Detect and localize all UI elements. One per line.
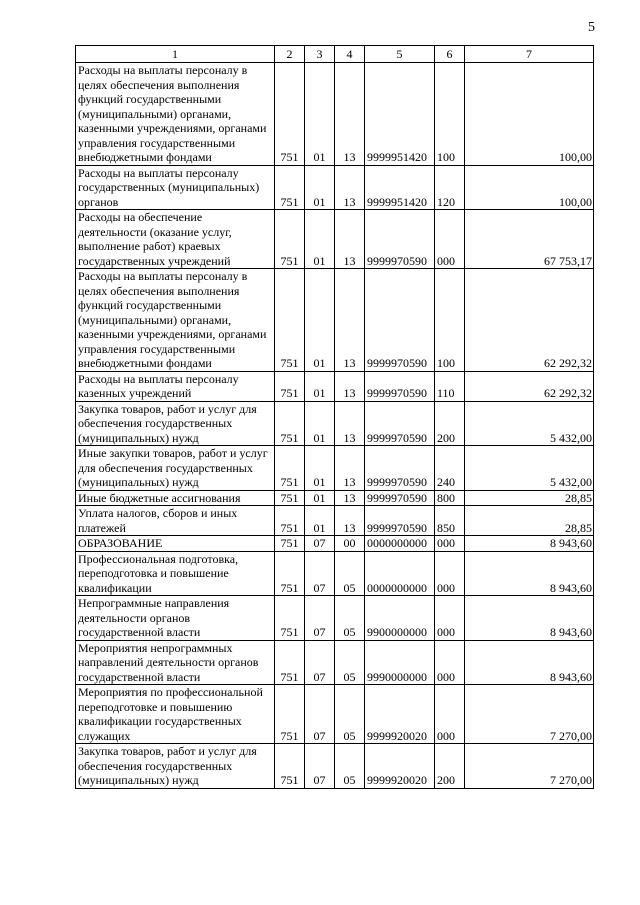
row-subsection-cell: 13 [335,210,365,269]
row-target-cell: 9999951420 [365,165,435,210]
row-section-cell: 01 [305,401,335,446]
row-type-cell: 850 [435,506,465,536]
row-subsection-cell: 05 [335,551,365,596]
row-name-cell: ОБРАЗОВАНИЕ [76,536,275,552]
row-code-cell: 751 [275,551,305,596]
row-type-cell: 000 [435,210,465,269]
row-section-cell: 07 [305,551,335,596]
row-code-cell: 751 [275,165,305,210]
row-target-cell: 9900000000 [365,596,435,641]
row-section-cell: 07 [305,596,335,641]
row-name-cell: Закупка товаров, работ и услуг для обеспечения государственных (муниципальных) нужд [76,401,275,446]
row-target-cell: 9999970590 [365,269,435,372]
row-name-cell: Расходы на выплаты персоналу государственных (муниципальных) органов [76,165,275,210]
row-section-cell: 07 [305,640,335,685]
table-row [76,551,594,596]
row-type-cell: 110 [435,371,465,401]
row-section-cell: 01 [305,63,335,166]
row-type-cell: 000 [435,640,465,685]
table-row [76,640,594,685]
row-code-cell: 751 [275,63,305,166]
row-target-cell: 9999951420 [365,63,435,166]
row-name-cell: Расходы на обеспечение деятельности (оказание услуг, выполнение работ) краевых государственных учреждений [76,210,275,269]
row-target-cell: 9999970590 [365,210,435,269]
row-target-cell: 0000000000 [365,551,435,596]
row-amount-cell: 7 270,00 [465,685,594,744]
table-row [76,506,594,536]
row-amount-cell: 28,85 [465,506,594,536]
table-body [76,63,594,789]
table-row [76,371,594,401]
row-target-cell: 9999970590 [365,490,435,506]
row-code-cell: 751 [275,596,305,641]
table-row [76,165,594,210]
budget-table [75,45,594,789]
row-amount-cell: 28,85 [465,490,594,506]
row-section-cell: 01 [305,446,335,491]
row-subsection-cell: 13 [335,371,365,401]
header-cell: 3 [305,46,335,63]
row-amount-cell: 62 292,32 [465,269,594,372]
row-subsection-cell: 13 [335,506,365,536]
row-type-cell: 200 [435,401,465,446]
row-type-cell: 000 [435,685,465,744]
row-code-cell: 751 [275,446,305,491]
row-name-cell: Профессиональная подготовка, переподготовка и повышение квалификации [76,551,275,596]
row-amount-cell: 8 943,60 [465,551,594,596]
row-type-cell: 100 [435,63,465,166]
row-code-cell: 751 [275,210,305,269]
row-target-cell: 9999970590 [365,446,435,491]
row-type-cell: 120 [435,165,465,210]
row-type-cell: 000 [435,596,465,641]
row-amount-cell: 8 943,60 [465,640,594,685]
row-name-cell: Иные бюджетные ассигнования [76,490,275,506]
row-target-cell: 9999970590 [365,506,435,536]
row-code-cell: 751 [275,371,305,401]
header-cell: 1 [76,46,275,63]
row-type-cell: 000 [435,551,465,596]
row-amount-cell: 100,00 [465,165,594,210]
row-code-cell: 751 [275,685,305,744]
table-row [76,596,594,641]
header-cell: 4 [335,46,365,63]
row-subsection-cell: 13 [335,63,365,166]
row-code-cell: 751 [275,640,305,685]
row-amount-cell: 8 943,60 [465,536,594,552]
row-section-cell: 01 [305,165,335,210]
row-name-cell: Уплата налогов, сборов и иных платежей [76,506,275,536]
table-row [76,63,594,166]
row-name-cell: Расходы на выплаты персоналу казенных учреждений [76,371,275,401]
table-row [76,744,594,789]
row-amount-cell: 67 753,17 [465,210,594,269]
row-section-cell: 01 [305,210,335,269]
row-target-cell: 9999970590 [365,401,435,446]
header-cell: 6 [435,46,465,63]
row-target-cell: 9990000000 [365,640,435,685]
row-type-cell: 100 [435,269,465,372]
header-row [76,46,594,63]
row-code-cell: 751 [275,506,305,536]
table-row [76,536,594,552]
row-subsection-cell: 13 [335,165,365,210]
row-amount-cell: 7 270,00 [465,744,594,789]
row-section-cell: 07 [305,536,335,552]
row-subsection-cell: 13 [335,269,365,372]
page-number: 5 [588,20,595,35]
row-type-cell: 800 [435,490,465,506]
row-code-cell: 751 [275,401,305,446]
row-code-cell: 751 [275,744,305,789]
row-amount-cell: 5 432,00 [465,401,594,446]
row-subsection-cell: 05 [335,596,365,641]
row-amount-cell: 62 292,32 [465,371,594,401]
header-cell: 5 [365,46,435,63]
header-cell: 2 [275,46,305,63]
row-section-cell: 07 [305,744,335,789]
table-row [76,490,594,506]
table-row [76,685,594,744]
row-target-cell: 9999970590 [365,371,435,401]
row-section-cell: 01 [305,490,335,506]
row-code-cell: 751 [275,536,305,552]
header-cell: 7 [465,46,594,63]
row-subsection-cell: 13 [335,446,365,491]
row-subsection-cell: 05 [335,685,365,744]
row-name-cell: Непрограммные направления деятельности органов государственной власти [76,596,275,641]
row-amount-cell: 100,00 [465,63,594,166]
table-row [76,210,594,269]
row-name-cell: Расходы на выплаты персоналу в целях обеспечения выполнения функций государственными (муниципальными) органами, казенными учреждениями, органами управления государственными внебюджетными фондами [76,63,275,166]
row-section-cell: 01 [305,269,335,372]
row-name-cell: Мероприятия непрограммных направлений деятельности органов государственной власти [76,640,275,685]
row-type-cell: 000 [435,536,465,552]
row-amount-cell: 8 943,60 [465,596,594,641]
row-target-cell: 9999920020 [365,685,435,744]
row-target-cell: 0000000000 [365,536,435,552]
row-section-cell: 07 [305,685,335,744]
row-subsection-cell: 05 [335,640,365,685]
row-name-cell: Иные закупки товаров, работ и услуг для обеспечения государственных (муниципальных) нужд [76,446,275,491]
row-subsection-cell: 13 [335,490,365,506]
row-type-cell: 200 [435,744,465,789]
row-name-cell: Мероприятия по профессиональной переподготовке и повышению квалификации государственных служащих [76,685,275,744]
row-subsection-cell: 00 [335,536,365,552]
row-name-cell: Закупка товаров, работ и услуг для обеспечения государственных (муниципальных) нужд [76,744,275,789]
table-row [76,401,594,446]
row-target-cell: 9999920020 [365,744,435,789]
row-code-cell: 751 [275,490,305,506]
row-subsection-cell: 13 [335,401,365,446]
row-type-cell: 240 [435,446,465,491]
table-row [76,446,594,491]
row-section-cell: 01 [305,371,335,401]
row-subsection-cell: 05 [335,744,365,789]
table-row [76,269,594,372]
row-name-cell: Расходы на выплаты персоналу в целях обеспечения выполнения функций государственными (муниципальными) органами, казенными учреждениями, органами управления государственными внебюджетными фондами [76,269,275,372]
row-amount-cell: 5 432,00 [465,446,594,491]
row-code-cell: 751 [275,269,305,372]
row-section-cell: 01 [305,506,335,536]
